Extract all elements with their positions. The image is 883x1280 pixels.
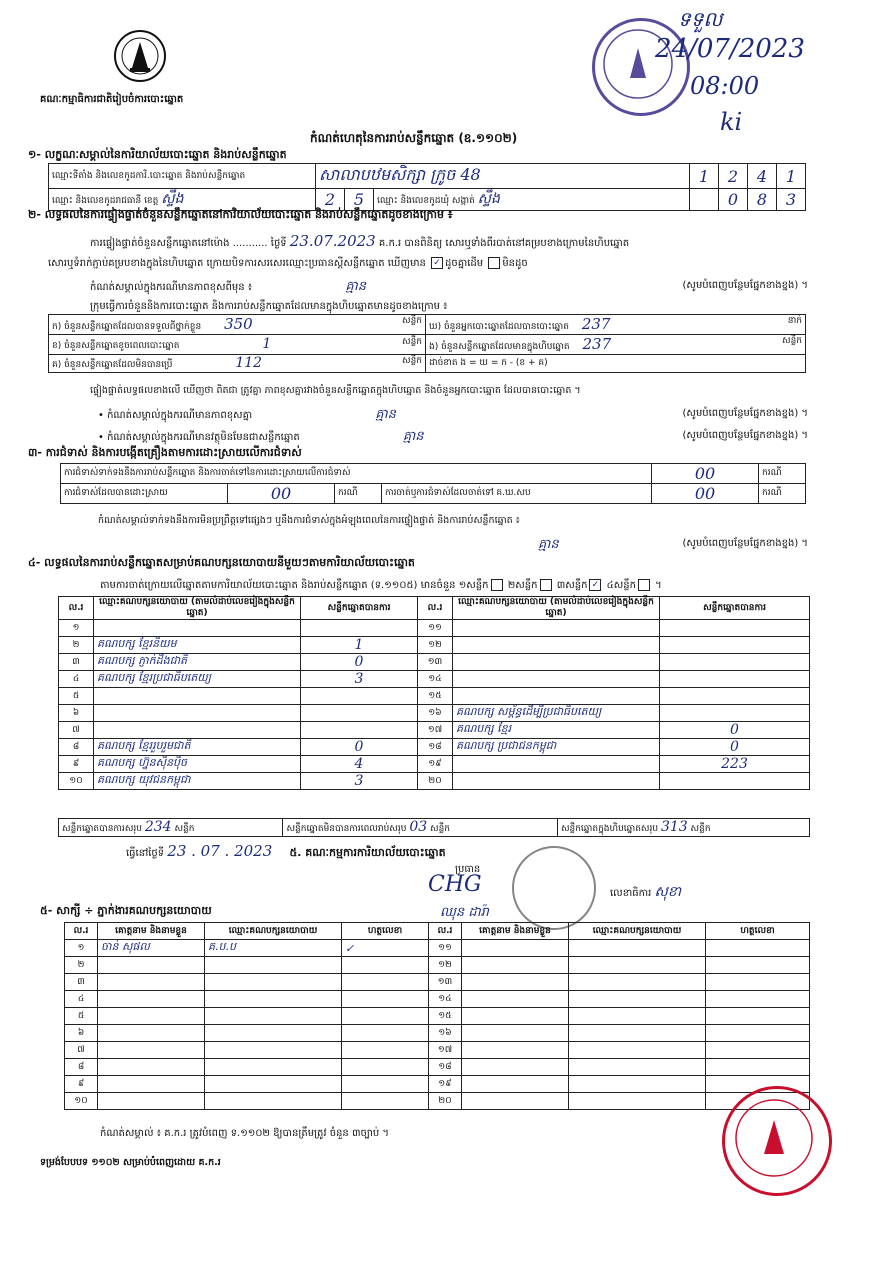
party-name — [94, 688, 301, 705]
formula: ដាច់ខាត ង = ឃ = ក - (ខ + គ) — [426, 355, 806, 373]
witness-number: ២០ — [429, 1093, 462, 1110]
party-name — [453, 620, 660, 637]
witness-signature — [706, 1025, 810, 1042]
party-name: គណបក្ស ខ្មែររួបរួមជាតិ — [94, 739, 301, 756]
objections-count: 00 — [652, 464, 759, 484]
chair-name: ឈុន ដារ៉ា — [440, 905, 489, 920]
table-row — [65, 940, 810, 957]
party-number: ៣ — [59, 654, 94, 671]
witness-party — [205, 1042, 342, 1059]
section1-table — [48, 163, 806, 211]
intact-checkbox[interactable]: ✓ — [431, 257, 443, 269]
witness-party — [205, 1008, 342, 1025]
witness-party — [569, 957, 706, 974]
party-votes: 1 — [301, 637, 418, 654]
party-votes — [301, 722, 418, 739]
witness-name — [98, 1093, 205, 1110]
party-votes: 3 — [301, 773, 418, 790]
table-row — [65, 1008, 810, 1025]
done-date-line: ធ្វើនៅថ្ងៃទី 23 . 07 . 2023 ៥. គណៈកម្មការការិយាល័យបោះឆ្នោត — [126, 842, 446, 860]
section1-title: ១- លក្ខណៈសម្គាល់នៃការិយាល័យបោះឆ្នោត និងរាប់សន្លឹកឆ្នោត — [28, 148, 287, 161]
table-row — [59, 705, 810, 722]
objections-table: ការជំទាស់ទាក់ទងនឹងការរាប់សន្លឹកឆ្នោត និងការចាត់ទៅនៃការដោះស្រាយលើការជំទាស់ 00 ករណី ការជំទាស់ដែលបានដោះស្រាយ 00 ករណី ការចាត់ឬការជំទាស់ដែលចាត់ទៅ គ.ឃ.សប 00 ករណី — [60, 463, 806, 504]
ballot-count-table: ក) ចំនួនសន្លឹកឆ្នោតដែលបានទទួលពីថ្នាក់ខ្លួន 350 សន្លឹក ឃ) ចំនួនអ្នកបោះឆ្នោតដែលបានបោះឆ្នោត 237 នាក់ ខ) ចំនួនសន្លឹកឆ្នោតខូចពេលបោះឆ្នោត 1 សន្លឹក ង) ចំនួនសន្លឹកឆ្នោតដែលមានក្នុងហិបឆ្នោត 237 សន្លឹក គ) ចំនួនសន្លឹកឆ្នោតដែលមិនបានប្រើ 112 សន្លឹក ដាច់ខាត ង = ឃ = ក - (ខ + គ) — [48, 314, 806, 373]
witness-number: ១៩ — [429, 1076, 462, 1093]
location-code-1: 1 — [690, 164, 719, 189]
witness-party — [205, 1025, 342, 1042]
table-row — [65, 1042, 810, 1059]
ballots-received: 350 — [224, 315, 253, 333]
witness-signature — [342, 1042, 429, 1059]
witness-name — [462, 940, 569, 957]
province-value: ស្ទឹង — [161, 191, 184, 207]
total-invalid: 03 — [409, 819, 428, 835]
party-number: ១៨ — [418, 739, 453, 756]
total-in-box: 313 — [660, 819, 688, 835]
sheets-2-checkbox[interactable] — [540, 579, 552, 591]
receipt-stamp — [592, 18, 690, 116]
witness-party: គ.ប.ប — [205, 940, 342, 957]
witness-number: ១ — [65, 940, 98, 957]
sheets-4-checkbox[interactable] — [638, 579, 650, 591]
witness-name: ចាន់ សុផល — [98, 940, 205, 957]
witness-signature — [342, 1008, 429, 1025]
ballots-unused: 112 — [235, 355, 263, 371]
witness-name — [98, 991, 205, 1008]
party-number: ៨ — [59, 739, 94, 756]
party-name — [453, 773, 660, 790]
section3-title: ៣- ការជំទាស់ និងការបង្កើតគ្រឿងតាមការដោះស្រាយលើការជំទាស់ — [28, 446, 302, 459]
location-code-3: 4 — [748, 164, 777, 189]
witness-party — [205, 1093, 342, 1110]
table-row — [59, 739, 810, 756]
party-name: គណបក្ស ប្រជាជនកម្ពុជា — [453, 739, 660, 756]
party-votes: 223 — [660, 756, 810, 773]
table-row — [65, 974, 810, 991]
party-number: ៦ — [59, 705, 94, 722]
resolved-count: 00 — [228, 484, 335, 504]
party-number: ៩ — [59, 756, 94, 773]
location-code-4: 1 — [777, 164, 806, 189]
witness-number: ១៨ — [429, 1059, 462, 1076]
party-name — [453, 756, 660, 773]
witness-number: ១១ — [429, 940, 462, 957]
nec-emblem-icon — [112, 28, 168, 86]
bullet-note-1: • កំណត់សម្គាល់ក្នុងករណីមានភាពខុសគ្នា គ្មាន (សូមបំពេញបន្ថែមផ្នែកខាងខ្នង) ។ — [98, 407, 808, 422]
bullet-note-2: • កំណត់សម្គាល់ក្នុងករណីមានវត្ថុមិនមែនជាសន្លឹកឆ្នោត គ្មាន (សូមបំពេញបន្ថែមផ្នែកខាងខ្នង) ។ — [98, 429, 808, 444]
witness-name — [462, 1059, 569, 1076]
party-votes: 3 — [301, 671, 418, 688]
witness-party — [205, 1059, 342, 1076]
official-red-stamp — [722, 1086, 832, 1196]
party-votes — [301, 688, 418, 705]
stamp-date: 24/07/2023 — [655, 34, 805, 64]
witness-name — [462, 1008, 569, 1025]
table-row — [65, 1025, 810, 1042]
witness-name — [462, 1076, 569, 1093]
witness-signature — [342, 974, 429, 991]
chair-label: ប្រធាន — [455, 864, 481, 875]
witness-name — [462, 1042, 569, 1059]
witness-number: ១៧ — [429, 1042, 462, 1059]
province-code-1: 2 — [316, 189, 345, 211]
commune-code-1: 0 — [719, 189, 748, 211]
party-name: គណបក្ស ភ្ញាក់ដឹងជាតិ — [94, 654, 301, 671]
party-name: គណបក្ស ខ្មែរនិយម — [94, 637, 301, 654]
witness-name — [462, 1093, 569, 1110]
party-name — [94, 620, 301, 637]
party-number: ១៧ — [418, 722, 453, 739]
party-number: ១៤ — [418, 671, 453, 688]
province-label: ឈ្មោះ និងលេខកូដរាជធានី ខេត្ត ស្ទឹង — [49, 189, 316, 211]
witness-party — [569, 940, 706, 957]
party-name — [453, 671, 660, 688]
section4-title: ៤- លទ្ធផលនៃការរាប់សន្លឹកឆ្នោតសម្រាប់គណបក្សនយោបាយនីមួយៗតាមការិយាល័យបោះឆ្នោត — [28, 556, 415, 569]
party-number: ២ — [59, 637, 94, 654]
table-row — [59, 637, 810, 654]
total-valid: 234 — [144, 819, 172, 835]
witness-party — [569, 1025, 706, 1042]
party-number: ១៣ — [418, 654, 453, 671]
committee-name: គណៈកម្មាធិការជាតិរៀបចំការបោះឆ្នោត — [40, 94, 184, 105]
witness-signature — [706, 1008, 810, 1025]
objection-note-line: គ្មាន (សូមបំពេញបន្ថែមផ្នែកខាងខ្នង) ។ — [538, 537, 808, 552]
witness-party — [205, 1076, 342, 1093]
witness-name — [462, 957, 569, 974]
party-votes: 4 — [301, 756, 418, 773]
witness-party — [569, 974, 706, 991]
table-row — [59, 756, 810, 773]
location-code-2: 2 — [719, 164, 748, 189]
witness-name — [462, 1025, 569, 1042]
sheets-1-checkbox[interactable] — [491, 579, 503, 591]
forwarded-count: 00 — [652, 484, 759, 504]
check-line-1: ការផ្ទៀងផ្ទាត់ចំនួនសន្លឹកឆ្នោតនៅម៉ោង ........... ថ្ងៃទី 23.07.2023 គ.ក.រ បានពិនិត្យ សោរឬទាំងពីរបាត់នៅគម្របខាងក្រោមនៃហិបឆ្នោត — [90, 232, 630, 250]
stamp-time: 08:00 — [690, 72, 760, 100]
party-name: គណបក្ស សម្ព័ន្ធដើម្បីប្រជាធិបតេយ្យ — [453, 705, 660, 722]
table-row — [59, 671, 810, 688]
witness-number: ១៤ — [429, 991, 462, 1008]
party-name: គណបក្ស យុវជនកម្ពុជា — [94, 773, 301, 790]
witness-table: ល.រ គោត្តនាម និងនាមខ្លួន ឈ្មោះគណបក្សនយោបាយ ហត្ថលេខា ល.រ គោត្តនាម និងនាមខ្លួន ឈ្មោះគណបក្សនយោបាយ ហត្ថលេខា ១ ចាន់ សុផល គ.ប.ប ✓ ១១ ២ ១២ ៣ ១៣ ៤ ១៤ ៥ ១៥ ៦ ១៦ ៧ ១៧ ៨ ១៨ ៩ ១៩ ១០ ២០ — [64, 922, 810, 1110]
objection-note: កំណត់សម្គាល់ទាក់ទងនឹងការមិនប្រព្រឹត្តទៅផ្សេងៗ ឬនឹងការជំទាស់ក្នុងអំឡុងពេលនៃការផ្ទៀងផ្ទាត់ និងការរាប់សន្លឹកឆ្នោត ៖ — [98, 515, 520, 526]
witness-number: ៩ — [65, 1076, 98, 1093]
commune-label: ឈ្មោះ និងលេខកូដឃុំ សង្កាត់ ស្ទឹង — [374, 189, 690, 211]
ballots-in-box: 237 — [582, 335, 612, 353]
witness-name — [98, 1042, 205, 1059]
witness-party — [569, 1008, 706, 1025]
location-label: ឈ្មោះទីតាំង និងលេខកូដការិ.បោះឆ្នោត និងរាប់សន្លឹកឆ្នោត — [49, 164, 316, 189]
difference-note-value: គ្មាន — [345, 279, 366, 294]
section2-title: ២- លទ្ធផលនៃការផ្ទៀងផ្ទាត់ចំនួនសន្លឹកឆ្នោតនៅការិយាល័យបោះឆ្នោត និងរាប់សន្លឹកឆ្នោតដូចខាងក្រោម ៖ — [28, 208, 453, 221]
party-votes — [660, 620, 810, 637]
witness-name — [98, 1008, 205, 1025]
table-row — [65, 1059, 810, 1076]
secretary-line: លេខាធិការ សុខា — [610, 884, 682, 900]
witness-party — [205, 991, 342, 1008]
witness-party — [569, 1076, 706, 1093]
location-value: សាលាបឋមសិក្សា ក្រូច 48 — [316, 164, 690, 189]
party-number: ១ — [59, 620, 94, 637]
witness-party — [569, 1093, 706, 1110]
witness-name — [462, 974, 569, 991]
party-votes: 0 — [660, 722, 810, 739]
commune-value: ស្ទឹង — [477, 191, 500, 207]
party-votes — [660, 654, 810, 671]
witness-party — [569, 1059, 706, 1076]
party-votes — [660, 705, 810, 722]
party-number: ១៩ — [418, 756, 453, 773]
form-note: កំណត់សម្គាល់ ៖ គ.ក.រ ត្រូវបំពេញ ទ.១១០២ ឱ្យបានត្រឹមត្រូវ ចំនួន ៣ច្បាប់ ។ — [100, 1128, 389, 1139]
party-votes: 0 — [660, 739, 810, 756]
witness-signature — [342, 1093, 429, 1110]
voters-voted: 237 — [581, 315, 611, 333]
witness-signature — [706, 991, 810, 1008]
form-title: កំណត់ហេតុនៃការរាប់សន្លឹកឆ្នោត (ឧ.១១០២) — [310, 131, 518, 145]
witness-name — [98, 1025, 205, 1042]
table-row — [59, 773, 810, 790]
witness-number: ១០ — [65, 1093, 98, 1110]
party-number: ២០ — [418, 773, 453, 790]
witness-number: ៦ — [65, 1025, 98, 1042]
party-name: គណបក្ស ខ្មែរប្រជាធិបតេយ្យ — [94, 671, 301, 688]
witness-signature — [706, 974, 810, 991]
done-date: 23 . 07 . 2023 — [167, 842, 273, 860]
witness-number: ២ — [65, 957, 98, 974]
party-number: ១៦ — [418, 705, 453, 722]
witness-number: ៥ — [65, 1008, 98, 1025]
witness-party — [205, 957, 342, 974]
party-results-table: ល.រ ឈ្មោះគណបក្សនយោបាយ (តាមលំដាប់លេខរៀងក្នុងសន្លឹកឆ្នោត) សន្លឹកឆ្នោតបានការ ល.រ ឈ្មោះគណបក្សនយោបាយ (តាមលំដាប់លេខរៀងក្នុងសន្លឹកឆ្នោត) សន្លឹកឆ្នោតបានការ ១ ១១ ២ គណបក្ស ខ្មែរនិយម 1 ១២ ៣ គណបក្ស ភ្ញាក់ដឹងជាតិ 0 ១៣ ៤ គណបក្ស ខ្មែរប្រជាធិបតេយ្យ 3 ១៤ ៥ ១៥ ៦ ១៦ គណបក្ស សម្ព័ន្ធដើម្បីប្រជាធិបតេយ្យ ៧ ១៧ គណបក្ស ខ្មែរ 0 ៨ គណបក្ស ខ្មែររួបរួមជាតិ 0 ១៨ គណបក្ស ប្រជាជនកម្ពុជា 0 ៩ គណបក្ស ហ្វ៊ុនស៊ិនប៉ិច 4 ១៩ 223 ១០ គណបក្ស យុវជនកម្ពុជា 3 ២០ — [58, 596, 810, 790]
witness-number: ១៥ — [429, 1008, 462, 1025]
party-votes — [660, 773, 810, 790]
witness-number: ៨ — [65, 1059, 98, 1076]
witness-number: ៧ — [65, 1042, 98, 1059]
party-votes — [660, 671, 810, 688]
table-row — [65, 1093, 810, 1110]
party-name — [94, 722, 301, 739]
form-footer: ទម្រង់បែបបទ ១១០២ សម្រាប់បំពេញដោយ គ.ក.រ — [40, 1157, 221, 1168]
witness-signature — [342, 957, 429, 974]
party-number: ៤ — [59, 671, 94, 688]
witness-signature: ✓ — [342, 940, 429, 957]
party-votes — [301, 620, 418, 637]
witness-signature — [342, 1059, 429, 1076]
witness-signature — [706, 940, 810, 957]
check-date: 23.07.2023 — [289, 232, 376, 250]
stamp-initials: ki — [720, 108, 743, 136]
table-row — [65, 991, 810, 1008]
sheet-count-line: តាមការចាត់ក្រោយលើឆ្នោតតាមការិយាល័យបោះឆ្នោត និងរាប់សន្លឹកឆ្នោត (ទ.១១០៥) មានចំនួន ១សន្លឹក ២សន្លឹក ៣សន្លឹក ✓ ៤សន្លឹក ។ — [100, 580, 662, 591]
party-number: ៥ — [59, 688, 94, 705]
witness-party — [569, 991, 706, 1008]
witness-name — [98, 1059, 205, 1076]
party-name — [453, 654, 660, 671]
difference-note: កំណត់សម្គាល់ក្នុងករណីមានភាពខុសពីមុន ៖ គ្មាន (សូមបំពេញបន្ថែមផ្នែកខាងខ្នង) ។ — [90, 279, 808, 294]
party-number: ១៥ — [418, 688, 453, 705]
witness-name — [98, 957, 205, 974]
section5-title: ៥- សាក្សី ÷ ភ្នាក់ងារគណបក្សនយោបាយ — [40, 904, 212, 917]
witness-number: ៤ — [65, 991, 98, 1008]
ballot-subtitle: ក្រុមធ្វើការចំនួននិងការបោះឆ្នោត និងការរាប់សន្លឹកឆ្នោតដែលមានក្នុងហិបឆ្នោតមានដូចខាងក្រោម ៖ — [90, 301, 448, 312]
party-number: ១០ — [59, 773, 94, 790]
province-code-2: 5 — [345, 189, 374, 211]
party-name — [453, 688, 660, 705]
party-name — [94, 705, 301, 722]
witness-name — [98, 1076, 205, 1093]
table-row — [59, 688, 810, 705]
table-row — [59, 722, 810, 739]
sheets-3-checkbox[interactable]: ✓ — [589, 579, 601, 591]
party-votes — [301, 705, 418, 722]
witness-party — [569, 1042, 706, 1059]
ballots-spoiled: 1 — [262, 336, 272, 352]
party-votes — [660, 688, 810, 705]
party-name: គណបក្ស ខ្មែរ — [453, 722, 660, 739]
table-row — [65, 1076, 810, 1093]
party-number: ១២ — [418, 637, 453, 654]
witness-number: ១៣ — [429, 974, 462, 991]
witness-number: ១៦ — [429, 1025, 462, 1042]
witness-signature — [342, 991, 429, 1008]
chair-signature: CHG — [428, 872, 482, 897]
party-number: ១១ — [418, 620, 453, 637]
committee-stamp — [512, 846, 596, 930]
witness-signature — [706, 1059, 810, 1076]
party-votes — [660, 637, 810, 654]
party-votes: 0 — [301, 739, 418, 756]
consistency-check: ផ្ទៀងផ្ទាត់លទ្ធផលខាងលើ ឃើញថា ពិតជា ត្រូវគ្នា ភាពខុសគ្នារវាងចំនួនសន្លឹកឆ្នោតក្នុងហិបឆ្នោត និងចំនួនអ្នកបោះឆ្នោត ដែលបានបោះឆ្នោត ។ — [90, 385, 581, 396]
table-row — [65, 957, 810, 974]
party-votes: 0 — [301, 654, 418, 671]
not-intact-checkbox[interactable] — [488, 257, 500, 269]
stamp-received-label: ទទួល — [678, 7, 723, 31]
witness-number: ៣ — [65, 974, 98, 991]
witness-name — [98, 974, 205, 991]
table-row — [59, 620, 810, 637]
secretary-signature: សុខា — [654, 884, 682, 900]
party-name: គណបក្ស ហ្វ៊ុនស៊ិនប៉ិច — [94, 756, 301, 773]
witness-party — [205, 974, 342, 991]
results-totals: សន្លឹកឆ្នោតបានការសរុប 234 សន្លឹក សន្លឹកឆ្នោតមិនបានការពេលរាប់សរុប 03 សន្លឹក សន្លឹកឆ្នោតក្នុងហិបឆ្នោតសរុប 313 សន្លឹក — [58, 818, 810, 837]
witness-signature — [706, 1042, 810, 1059]
witness-name — [462, 991, 569, 1008]
check-line-2: សោរឬទំរាក់ភ្ជាប់គម្របខាងក្នុងនៃហិបឆ្នោត ក្រោយបិទការសរសេរឈ្មោះប្រធានស្តីសន្លឹកឆ្នោត ឃើញមាន ✓ ដូចគ្នាដើម មិនដូច — [48, 258, 528, 269]
witness-signature — [706, 957, 810, 974]
table-row — [59, 654, 810, 671]
party-number: ៧ — [59, 722, 94, 739]
party-name — [453, 637, 660, 654]
witness-signature — [342, 1025, 429, 1042]
commune-code-2: 8 — [748, 189, 777, 211]
witness-number: ១២ — [429, 957, 462, 974]
commune-code-3: 3 — [777, 189, 806, 211]
witness-signature — [342, 1076, 429, 1093]
